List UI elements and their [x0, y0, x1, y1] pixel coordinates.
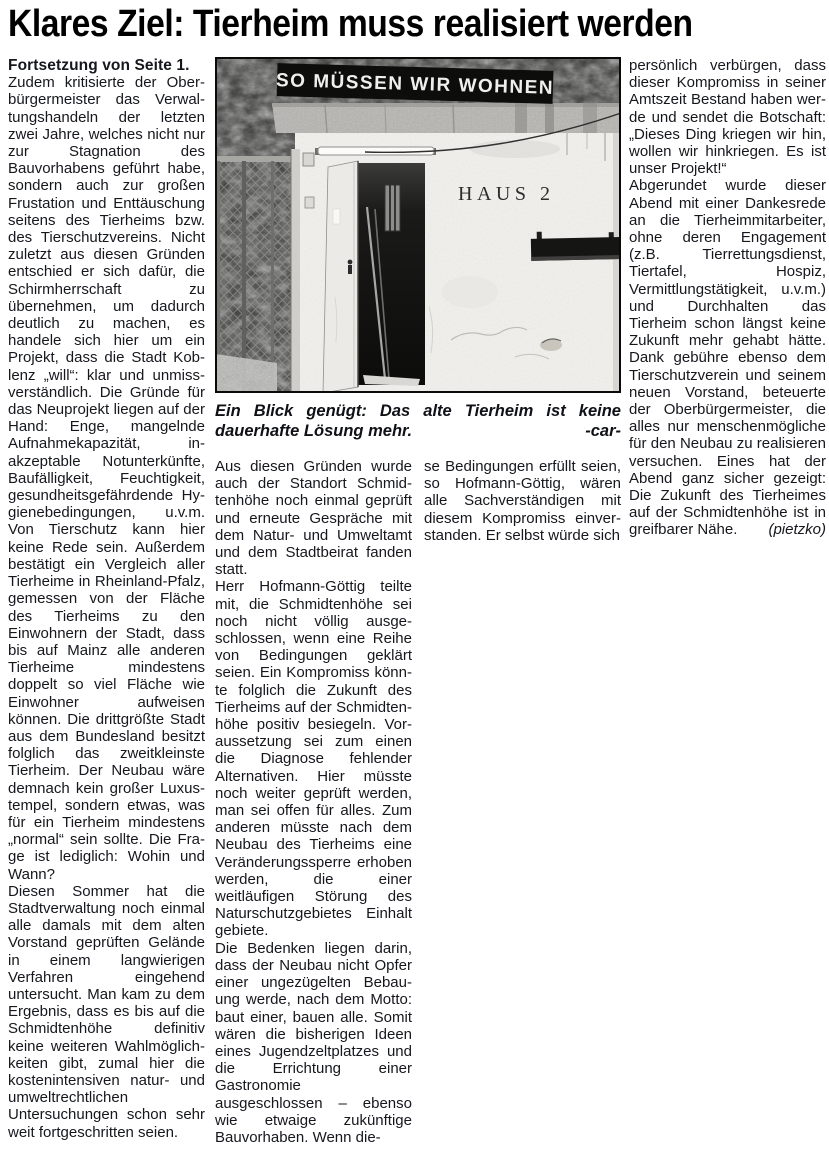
paragraph: Zudem kritisierte der Oberbürgermeister das Verwaltungshandeln der letzten zwei Jahre, welches nicht nur zur Stagnation des Bauvorhabens geführt habe, sondern auch zur großen Frustation und Enttäuschung seitens des Tierheims bzw. des Tierschutzvereins. Nicht zuletzt aus diesen Gründen entschied er sich dafür, die Schirmherrschaft zu übernehmen, um dadurch deutlich zu machen, es handele sich hier um ein Projekt, dass die Stadt Koblenz „will“: klar und unmissverständlich. Die Gründe für das Neuprojekt liegen auf der Hand: Enge, mangelnde Aufnahmekapazität, inakzeptable Notunterkünfte, Baufälligkeit, Feuchtigkeit, gesundheitsgefährdende Hygienebedingungen, u.v.m. Von Tierschutz kann hier keine Rede sein. Außerdem bestätigt ein Vergleich aller Tierheime in Rheinland-Pfalz, gemessen von der Fläche des Tierheims zu den Einwohnern der Stadt, dass bis auf Mainz alle anderen Tierheime mindestens doppelt so viel Fläche wie Einwohner aufweisen können. Die drittgrößte Stadt aus dem Bundesland besitzt folglich das zweitkleinste Tierheim. Der Neubau wäre demnach kein großer Luxustempel, sondern etwas, was für ein Tierheim mindestens „normal“ sein sollte. Die Frage ist lediglich: Wohin und Wann?	[8, 74, 205, 883]
building-corner-post	[291, 149, 300, 393]
article-column-1	[8, 57, 205, 1163]
author-byline: (pietzko)	[768, 521, 826, 539]
paragraph: Diesen Sommer hat die Stadtverwaltung noch einmal alle damals mit dem alten Vorstand geprüften Gelände in einem langwierigen Verfahren eingehend untersucht. Man kam zu dem Ergebnis, dass es bis auf die Schmidtenhöhe definitiv keine weiteren Wahlmöglichkeiten gibt, zumal hier die kostenintensiven natur- und umweltrechtlichen Untersuchungen schon sehr weit fortgeschritten seien.	[8, 882, 205, 1141]
article-headline: Klares Ziel: Tierheim muss realisiert werden	[8, 3, 693, 45]
paragraph: Die Bedenken liegen darin, dass der Neubau nicht Opfer einer ungezügelten Bebauung werde, nach dem Motto: baut einer, bauen alle. Somit wären die bisherigen Ideen eines Jugendzeltplatzes und die Errichtung einer Gastronomie ausgeschlossen – ebenso wie etwaige zukünftige Bauvorhaben. Wenn die-	[215, 939, 412, 1146]
article-photo-figure	[215, 57, 621, 441]
paragraph-text: Abgerundet wurde dieser Abend mit einer Dankesrede an die Tierheimmitarbeiter, ohne deren Engagement (z.B. Tierrettungsdienst, Tiertafel, Hospiz, Vermittlungstätigkeit, u.v.m.) und Durchhalten das Tierheim schon längst keine Zukunft mehr gehabt hätte. Dank gebühre ebenso dem Tierschutzverein und seinem neuen Vorstand, beteuerte der Oberbürgermeister, die alles nur menschenmögliche für den Neubau zu realisieren versuchen. Eines hat der Abend ganz sicher gezeigt: Die Zukunft des Tierheimes auf der Schmidtenhöhe ist in greifbarer Nähe.	[629, 177, 826, 539]
article-column-3	[424, 458, 621, 1163]
door-handle	[348, 265, 352, 274]
article-column-2	[215, 458, 412, 1163]
paragraph: persönlich verbürgen, dass dieser Kompromiss in seiner Amtszeit Bestand haben werde und sendet die Botschaft: „Dieses Ding kriegen wir hin, wollen wir hinkriegen. Es ist unser Projekt!“	[629, 57, 826, 178]
fluorescent-lamp	[315, 147, 436, 155]
light-switch	[305, 197, 314, 208]
paragraph: Aus diesen Gründen wurde auch der Standort Schmidtenhöhe noch einmal geprüft und erneute Gespräche mit dem Natur- und Umweltamt und dem Stadtbeirat fanden statt.	[215, 458, 412, 579]
open-doorway	[355, 163, 425, 386]
shelter-photo	[215, 57, 621, 393]
paragraph	[629, 177, 826, 538]
junction-box	[303, 153, 314, 166]
photo-caption-text: Ein Blick genügt: Das alte Tierheim ist keine dauerhafte Lösung mehr.	[215, 402, 621, 440]
photo-credit: -car-	[585, 421, 621, 440]
continuation-note: Fortsetzung von Seite 1.	[8, 57, 190, 74]
door-leaf	[323, 161, 358, 393]
paragraph: se Bedingungen erfüllt seien, so Hofmann-Göttig, wären alle Sachverständigen mit diesem Kompromiss einverstanden. Er selbst würde sich	[424, 458, 621, 544]
photo-caption	[215, 402, 621, 441]
article-column-4	[629, 57, 826, 1163]
sign-text: SO MÜSSEN WIR WOHNEN	[275, 70, 555, 99]
haus-2-label: HAUS 2	[458, 183, 555, 205]
kennel-fence	[215, 156, 295, 393]
paragraph: Herr Hofmann-Göttig teilte mit, die Schmidtenhöhe sei noch nicht völlig ausgeschlossen, wenn eine Reihe von Bedingungen geklärt seien. Ein Kompromiss könnte folglich die Zukunft des Tierheims auf der Schmidtenhöhe positiv besiegeln. Voraussetzung sei zum einen die Diagnose fehlender Alternativen. Hier müsste noch weiter geprüft werden, man sei offen für alles. Zum anderen müsste nach dem Neubau des Tierheims eine Veränderungssperre erhoben werden, die einer weitläufigen Störung des Naturschutzgebietes Einhalt gebiete.	[215, 578, 412, 940]
